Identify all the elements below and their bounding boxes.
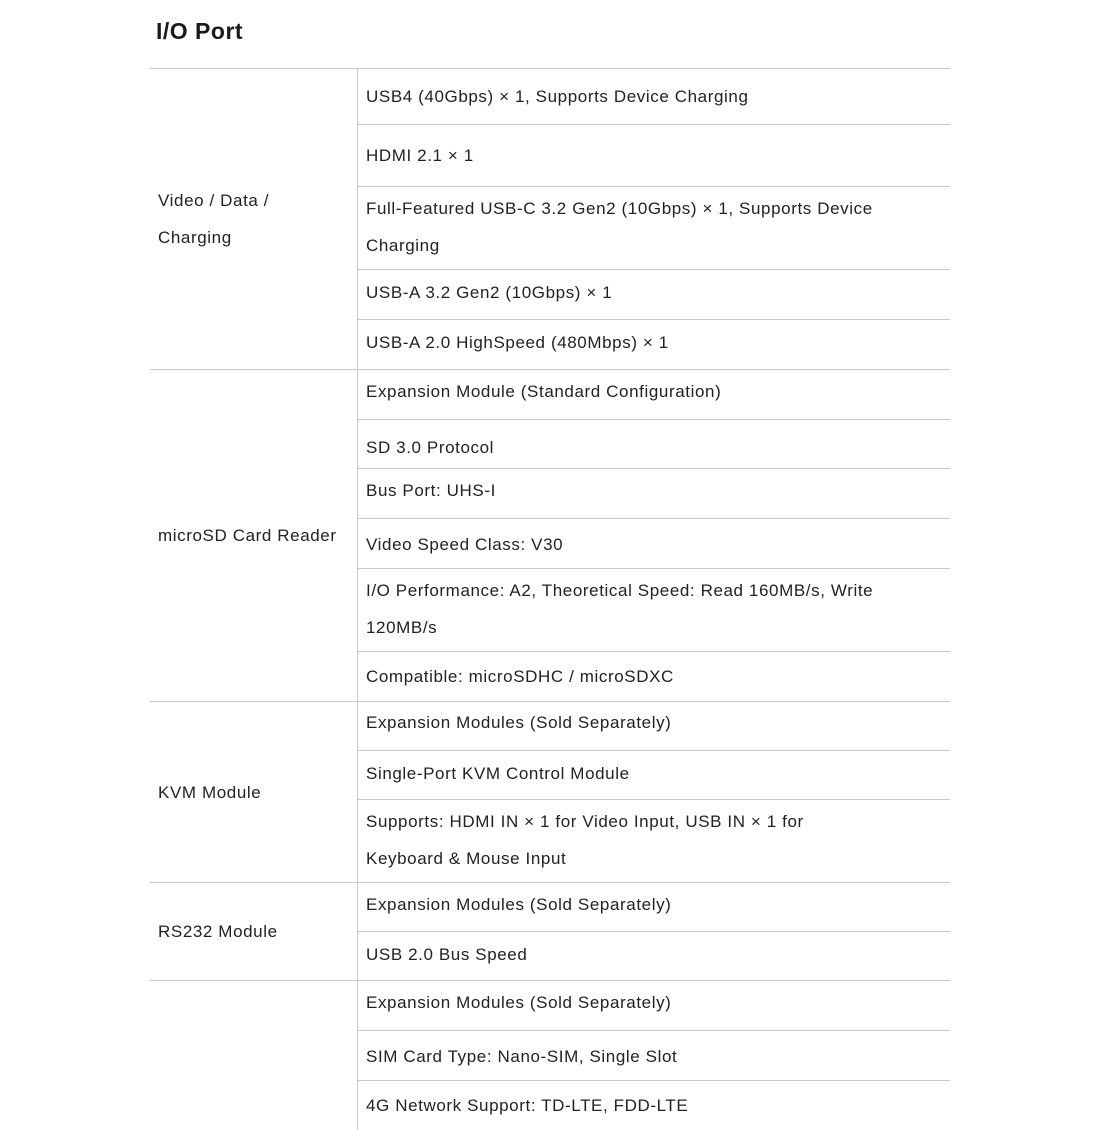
spec-group-video-data-charging: [150, 69, 950, 370]
spec-item: USB-A 3.2 Gen2 (10Gbps) × 1: [358, 270, 950, 320]
spec-item: SD 3.0 Protocol: [358, 420, 950, 469]
spec-item: USB-A 2.0 HighSpeed (480Mbps) × 1: [366, 333, 669, 352]
page-title: I/O Port: [156, 18, 244, 44]
spec-item: Compatible: microSDHC / microSDXC: [366, 667, 674, 686]
group-items: [357, 883, 950, 980]
spec-item: USB 2.0 Bus Speed: [366, 945, 528, 964]
group-label-text: Video / Data / Charging: [158, 191, 270, 247]
group-items: [357, 370, 950, 701]
spec-group-rs232-module: [150, 883, 950, 981]
group-items: [357, 981, 950, 1130]
group-label: [150, 981, 357, 1130]
spec-item: Full-Featured USB-C 3.2 Gen2 (10Gbps) × 1, Supports Device Charging: [358, 187, 950, 270]
spec-item: Video Speed Class: V30: [358, 519, 950, 569]
spec-item: HDMI 2.1 × 1: [358, 125, 950, 187]
group-label: [150, 69, 357, 369]
spec-item: Expansion Module (Standard Configuration): [358, 370, 950, 420]
spec-item: Expansion Modules (Sold Separately): [358, 883, 950, 932]
group-items: [357, 69, 950, 369]
spec-item: Bus Port: UHS-I: [358, 469, 950, 519]
spec-group-4g-module: [150, 981, 950, 1130]
group-label-text: microSD Card Reader: [158, 526, 337, 545]
group-label-text: KVM Module: [158, 782, 262, 802]
group-items: [357, 702, 950, 882]
spec-group-microsd-card-reader: [150, 370, 950, 702]
spec-item: I/O Performance: A2, Theoretical Speed: Read 160MB/s, Write 120MB/s: [358, 569, 950, 652]
spec-item: Expansion Modules (Sold Separately): [358, 702, 950, 751]
spec-item: SIM Card Type: Nano-SIM, Single Slot: [358, 1031, 950, 1081]
group-label: [150, 370, 357, 701]
group-label-text: RS232 Module: [158, 922, 278, 941]
spec-group-kvm-module: [150, 702, 950, 883]
spec-item: USB4 (40Gbps) × 1, Supports Device Charging: [358, 69, 950, 125]
spec-table: [150, 68, 950, 1130]
spec-item: 4G Network Support: TD-LTE, FDD-LTE: [366, 1096, 689, 1115]
group-label: [150, 702, 357, 882]
spec-item: Single-Port KVM Control Module: [358, 751, 950, 800]
spec-item: Supports: HDMI IN × 1 for Video Input, USB IN × 1 for Keyboard & Mouse Input: [366, 812, 804, 868]
group-label: [150, 883, 357, 980]
spec-item: Expansion Modules (Sold Separately): [358, 981, 950, 1031]
